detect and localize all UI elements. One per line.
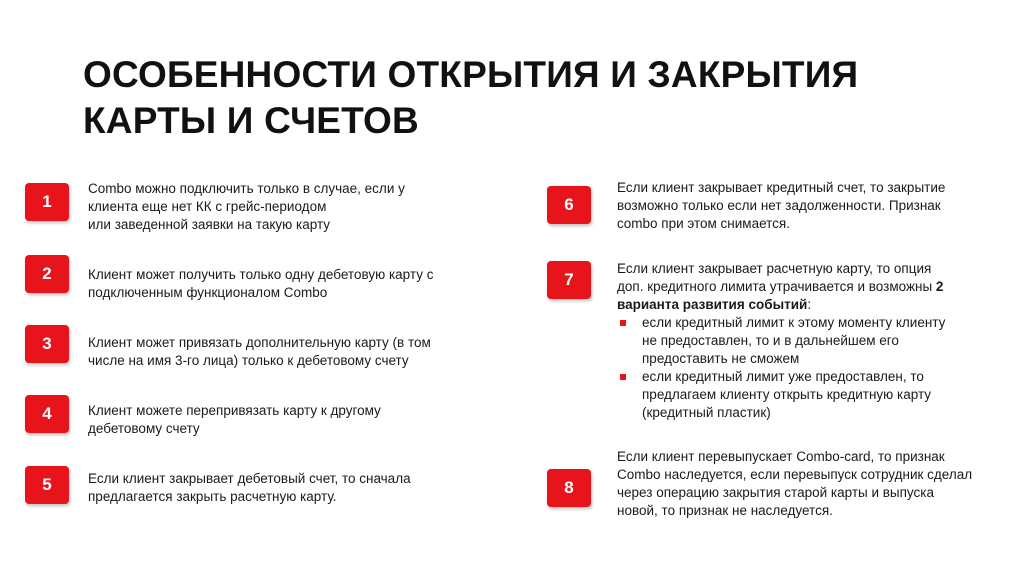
item-7-text bbox=[617, 260, 945, 422]
slide-title bbox=[83, 52, 943, 144]
item-8-number-badge: 8 bbox=[547, 469, 591, 507]
line-suffix: : bbox=[807, 297, 812, 312]
bullet-line: если кредитный лимит к этому моменту клиенту bbox=[642, 315, 946, 330]
text-line: Combo можно подключить только в случае, если у bbox=[88, 181, 405, 196]
item-7-number-badge: 7 bbox=[547, 261, 591, 299]
text-line: через операцию закрытия старой карты и выпуска bbox=[617, 485, 934, 500]
text-line: дебетовому счету bbox=[88, 421, 200, 436]
text-line: combo при этом снимается. bbox=[617, 216, 790, 231]
item-1-text bbox=[88, 180, 405, 234]
item-3-number-badge: 3 bbox=[25, 325, 69, 363]
text-line bbox=[617, 278, 945, 296]
text-line: подключенным функционалом Combo bbox=[88, 285, 328, 300]
text-line: Если клиент закрывает кредитный счет, то закрытие bbox=[617, 180, 946, 195]
text-line: Если клиент закрывает дебетовый счет, то сначала bbox=[88, 471, 411, 486]
item-1-number-badge: 1 bbox=[25, 183, 69, 221]
text-line: Combo наследуется, если перевыпуск сотрудник сделал bbox=[617, 467, 973, 482]
item-3-text bbox=[88, 334, 431, 370]
text-line: клиента еще нет КК с грейс-периодом bbox=[88, 199, 327, 214]
bold-phrase: варианта развития событий bbox=[617, 297, 808, 312]
item-6-number-badge: 6 bbox=[547, 186, 591, 224]
text-line: предлагается закрыть расчетную карту. bbox=[88, 489, 337, 504]
bullet-line: предоставить не сможем bbox=[642, 351, 800, 366]
text-line: или заведенной заявки на такую карту bbox=[88, 217, 331, 232]
text-line bbox=[617, 296, 945, 314]
item-5-number-badge: 5 bbox=[25, 466, 69, 504]
title-line-1: ОСОБЕННОСТИ ОТКРЫТИЯ И ЗАКРЫТИЯ bbox=[83, 54, 859, 95]
bullet-line: не предоставлен, то и в дальнейшем его bbox=[642, 333, 899, 348]
text-line: Клиент может привязать дополнительную карту (в том bbox=[88, 335, 431, 350]
bullet-line: если кредитный лимит уже предоставлен, то bbox=[642, 369, 924, 384]
text-line: Если клиент закрывает расчетную карту, то опция bbox=[617, 261, 932, 276]
bold-number: 2 bbox=[935, 279, 944, 294]
item-2-text bbox=[88, 266, 433, 302]
bullet-item bbox=[617, 368, 945, 422]
bullet-item bbox=[617, 314, 945, 368]
line-prefix: доп. кредитного лимита утрачивается и возможны bbox=[617, 279, 933, 294]
item-6-text bbox=[617, 179, 945, 233]
text-line: новой, то признак не наследуется. bbox=[617, 503, 833, 518]
bullet-line: предлагаем клиенту открыть кредитную карту bbox=[642, 387, 932, 402]
item-2-number-badge: 2 bbox=[25, 255, 69, 293]
text-line: возможно только если нет задолженности. Признак bbox=[617, 198, 941, 213]
item-5-text bbox=[88, 470, 411, 506]
text-line: Клиент может получить только одну дебетовую карту с bbox=[88, 267, 434, 282]
item-8-text bbox=[617, 448, 972, 520]
item-4-text bbox=[88, 402, 381, 438]
bullet-list bbox=[617, 314, 945, 422]
title-line-2: КАРТЫ И СЧЕТОВ bbox=[83, 100, 419, 141]
bullet-line: (кредитный пластик) bbox=[642, 405, 771, 420]
item-4-number-badge: 4 bbox=[25, 395, 69, 433]
text-line: Клиент можете перепривязать карту к другому bbox=[88, 403, 381, 418]
text-line: Если клиент перевыпускает Combo-card, то признак bbox=[617, 449, 945, 464]
text-line: числе на имя 3-го лица) только к дебетовому счету bbox=[88, 353, 409, 368]
